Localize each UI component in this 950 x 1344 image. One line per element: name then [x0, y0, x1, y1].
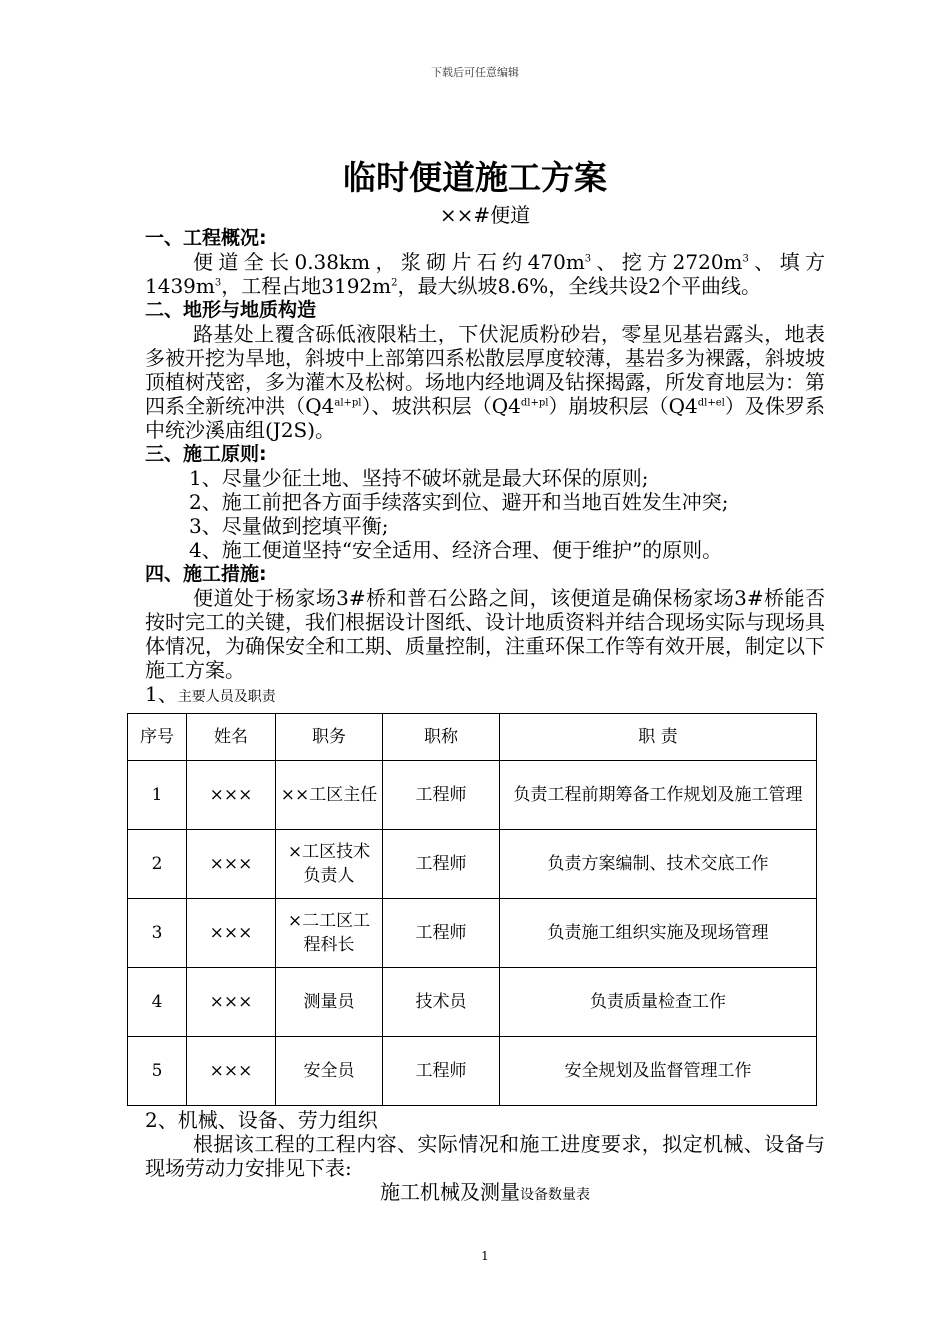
section4-paragraph: 便道处于杨家场3#桥和普石公路之间，该便道是确保杨家场3#桥能否按时完工的关键，我们根据设计图纸、设计地质资料并结合现场实际与现场具体情况，为确保安全和工期、质量控制，注重环保工作等有效开展，制定以下施工方案。 [145, 586, 825, 682]
table-cell: 安全员 [276, 1037, 383, 1106]
table-row [128, 1037, 817, 1106]
table-cell: 负责工程前期筹备工作规划及施工管理 [500, 761, 817, 830]
table-header-row [128, 714, 817, 761]
col-header: 职称 [383, 714, 500, 761]
table-cell: 负责方案编制、技术交底工作 [500, 830, 817, 899]
table-cell: 负责施工组织实施及现场管理 [500, 899, 817, 968]
principle-item: 4、施工便道坚持“安全适用、经济合理、便于维护”的原则。 [189, 538, 723, 562]
col-header: 职务 [276, 714, 383, 761]
table-row [128, 968, 817, 1037]
col-header: 姓名 [187, 714, 276, 761]
document-subtitle: ××#便道 [439, 203, 531, 227]
page-number: 1 [481, 1249, 489, 1263]
section3-heading: 三、施工原则: [145, 443, 267, 465]
principle-item: 1、尽量少征土地、坚持不破坏就是最大环保的原则; [189, 466, 649, 490]
table-cell: ××× [187, 761, 276, 830]
table-cell: 测量员 [276, 968, 383, 1037]
table-cell: ××× [187, 899, 276, 968]
table-row [128, 830, 817, 899]
table-cell: ××× [187, 1037, 276, 1106]
machinery-table-title: 施工机械及测量设备数量表 [380, 1180, 590, 1204]
table-cell: 3 [128, 899, 187, 968]
section2-paragraph: 路基处上覆含砾低液限粘土，下伏泥质粉砂岩，零星见基岩露头，地表多被开挖为旱地，斜坡中上部第四系松散层厚度较薄，基岩多为裸露，斜坡坡顶植树茂密，多为灌木及松树。场地内经地调及钻探揭露，所发育地层为：第四系全新统冲洪$(Q4^{al+pl})$、坡洪积层$(Q4^{dl+pl})$崩坡积层$(Q4^{dl+el})$及侏罗系中统沙溪庙组(J2S)。 [145, 322, 826, 442]
col-header: 职 责 [500, 714, 817, 761]
table-cell: 负责质量检查工作 [500, 968, 817, 1037]
table-cell: 工程师 [383, 899, 500, 968]
machinery-paragraph: 根据该工程的工程内容、实际情况和施工进度要求，拟定机械、设备与现场劳动力安排见下表: [145, 1132, 825, 1180]
table-cell: 工程师 [383, 830, 500, 899]
col-header: 序号 [128, 714, 187, 761]
principle-item: 2、施工前把各方面手续落实到位、避开和当地百姓发生冲突; [189, 490, 729, 514]
header-note: 下载后可任意编辑 [431, 66, 519, 79]
table-cell: ×二工区工程科长 [276, 899, 383, 968]
section4-heading: 四、施工措施: [145, 563, 267, 585]
document-title: 临时便道施工方案 [343, 158, 607, 197]
machinery-heading: 2、机械、设备、劳力组织 [145, 1108, 378, 1132]
table-cell: ××× [187, 830, 276, 899]
document-body [140, 226, 826, 1207]
table-cell: 工程师 [383, 761, 500, 830]
table-cell: 1 [128, 761, 187, 830]
section1-heading: 一、工程概况: [145, 227, 267, 249]
table-cell: 4 [128, 968, 187, 1037]
section1-line2: $1439m^3$，工程占地$3192m^2$，最大纵坡8.6%，全线共设2个平曲线。 [145, 274, 762, 298]
table-row [128, 899, 817, 968]
staff-table [127, 713, 817, 1106]
table-cell: 工程师 [383, 1037, 500, 1106]
table-cell: 5 [128, 1037, 187, 1106]
table-cell: 安全规划及监督管理工作 [500, 1037, 817, 1106]
staff-table-label: 1、主要人员及职责 [145, 682, 276, 706]
principle-item: 3、尽量做到挖填平衡; [189, 514, 389, 538]
table-cell: 技术员 [383, 968, 500, 1037]
table-cell: ××工区主任 [276, 761, 383, 830]
table-cell: ××× [187, 968, 276, 1037]
table-row [128, 761, 817, 830]
section1-line1: 便道全长0.38km，浆砌片石约$470m^3$、挖方$2720m^3$、填方 [193, 250, 825, 274]
table-cell: ×工区技术负责人 [276, 830, 383, 899]
section2-heading: 二、地形与地质构造 [145, 299, 317, 321]
table-cell: 2 [128, 830, 187, 899]
